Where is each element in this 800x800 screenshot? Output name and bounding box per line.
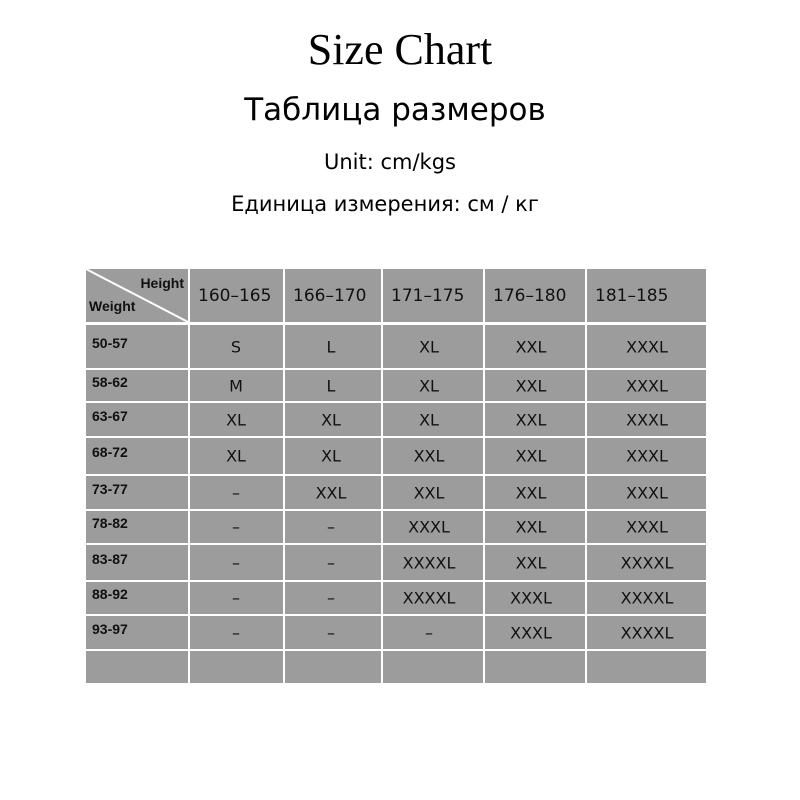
size-cell (285, 511, 381, 543)
size-label: XL (226, 446, 246, 466)
size-label: XXL (315, 483, 347, 502)
weight-row-header (86, 582, 188, 614)
size-label: XXL (515, 410, 547, 429)
size-label: XXXL (408, 517, 450, 537)
size-cell (383, 370, 483, 401)
size-label: – (232, 553, 240, 572)
size-cell (587, 325, 706, 368)
size-label: XXL (515, 446, 547, 466)
height-range-label: 160–165 (198, 285, 272, 306)
height-range-label: 166–170 (293, 285, 367, 306)
size-cell (383, 545, 483, 580)
size-cell (190, 438, 283, 474)
height-header-cell (485, 269, 585, 322)
size-label: – (327, 588, 335, 608)
size-label: – (232, 588, 240, 608)
table-corner-header (86, 269, 188, 322)
size-chart-table (86, 269, 706, 683)
size-cell (383, 476, 483, 509)
size-cell (485, 403, 585, 436)
size-label: XXXL (510, 588, 552, 608)
size-cell (587, 511, 706, 543)
size-label: – (232, 483, 240, 502)
size-cell (587, 545, 706, 580)
size-label: S (230, 337, 242, 356)
size-cell (285, 545, 381, 580)
size-cell (485, 582, 585, 614)
height-header-cell (190, 269, 283, 322)
height-axis-label: Height (140, 275, 184, 291)
weight-row-header (86, 511, 188, 543)
weight-row-header (86, 476, 188, 509)
size-cell (485, 438, 585, 474)
size-cell (285, 476, 381, 509)
page-title: Size Chart (307, 25, 493, 74)
size-cell (587, 403, 706, 436)
size-cell (285, 616, 381, 649)
height-range-label: 171–175 (391, 285, 465, 306)
size-label: XL (321, 446, 341, 466)
weight-range-label: 68-72 (92, 444, 128, 460)
weight-row-header (86, 403, 188, 436)
size-label: – (327, 517, 335, 537)
size-label: XXXL (626, 410, 668, 429)
size-label: XL (419, 376, 439, 395)
size-cell (587, 438, 706, 474)
size-cell (485, 545, 585, 580)
unit-label: Unit: cm/kgs (323, 150, 456, 174)
size-cell (485, 476, 585, 509)
size-cell (190, 616, 283, 649)
size-cell (383, 438, 483, 474)
size-cell (383, 511, 483, 543)
size-cell (485, 651, 585, 683)
size-cell (285, 438, 381, 474)
weight-row-header (86, 325, 188, 368)
size-cell (383, 616, 483, 649)
size-label: – (232, 623, 240, 642)
size-cell (285, 370, 381, 401)
size-cell (587, 651, 706, 683)
size-cell (190, 545, 283, 580)
weight-row-header (86, 370, 188, 401)
size-label: XXXXL (402, 588, 456, 608)
size-label: XXXL (626, 337, 668, 356)
size-label: XL (321, 410, 341, 429)
size-label: – (425, 623, 433, 642)
size-label: XXXXL (620, 588, 674, 608)
weight-row-header (86, 651, 188, 683)
weight-range-label: 50-57 (92, 335, 128, 351)
size-label: XXL (515, 337, 547, 356)
size-label: XXXL (626, 517, 668, 537)
weight-range-label: 78-82 (92, 515, 128, 531)
size-label: XXL (515, 376, 547, 395)
size-label: XXXL (626, 483, 668, 502)
size-cell (190, 403, 283, 436)
size-label: XXXL (626, 446, 668, 466)
size-cell (285, 325, 381, 368)
height-header-cell (587, 269, 706, 322)
weight-range-label: 58-62 (92, 374, 128, 390)
size-cell (190, 325, 283, 368)
size-label: – (327, 553, 335, 572)
size-label: XXXXL (402, 553, 456, 572)
size-label: XXXL (510, 623, 552, 642)
weight-range-label: 88-92 (92, 586, 128, 602)
weight-range-label: 63-67 (92, 408, 128, 424)
size-label: XL (226, 410, 246, 429)
weight-row-header (86, 438, 188, 474)
height-header-cell (383, 269, 483, 322)
size-cell (190, 582, 283, 614)
size-cell (587, 582, 706, 614)
size-cell (383, 403, 483, 436)
size-cell (383, 582, 483, 614)
size-cell (587, 616, 706, 649)
size-label: XXXL (626, 376, 668, 395)
size-cell (485, 325, 585, 368)
size-cell (485, 511, 585, 543)
size-cell (383, 651, 483, 683)
size-label: XXL (515, 483, 547, 502)
size-cell (587, 370, 706, 401)
size-label: XXXXL (620, 623, 674, 642)
size-label: XXL (413, 446, 445, 466)
size-label: XXXXL (620, 553, 674, 572)
size-cell (190, 476, 283, 509)
size-label: – (327, 623, 335, 642)
size-cell (485, 370, 585, 401)
weight-range-label: 93-97 (92, 621, 128, 637)
weight-row-header (86, 616, 188, 649)
size-label: XXL (515, 517, 547, 537)
size-cell (383, 325, 483, 368)
size-cell (285, 651, 381, 683)
size-label: XL (419, 410, 439, 429)
size-label: – (232, 517, 240, 537)
size-cell (190, 651, 283, 683)
unit-label-ru: Единица измерения: см / кг (231, 192, 539, 216)
weight-axis-label: Weight (89, 298, 136, 314)
size-cell (485, 616, 585, 649)
size-cell (285, 403, 381, 436)
height-header-cell (285, 269, 381, 322)
size-cell (285, 582, 381, 614)
size-cell (190, 370, 283, 401)
weight-row-header (86, 545, 188, 580)
size-label: XXL (413, 483, 445, 502)
height-range-label: 181–185 (595, 285, 669, 306)
size-label: L (326, 337, 336, 356)
page-subtitle-ru: Таблица размеров (244, 92, 546, 128)
weight-range-label: 73-77 (92, 481, 128, 497)
size-cell (587, 476, 706, 509)
size-label: XXL (515, 553, 547, 572)
size-label: L (326, 376, 336, 395)
size-cell (190, 511, 283, 543)
size-label: M (229, 376, 243, 395)
weight-range-label: 83-87 (92, 551, 128, 567)
size-label: XL (419, 337, 439, 356)
height-range-label: 176–180 (493, 285, 567, 306)
